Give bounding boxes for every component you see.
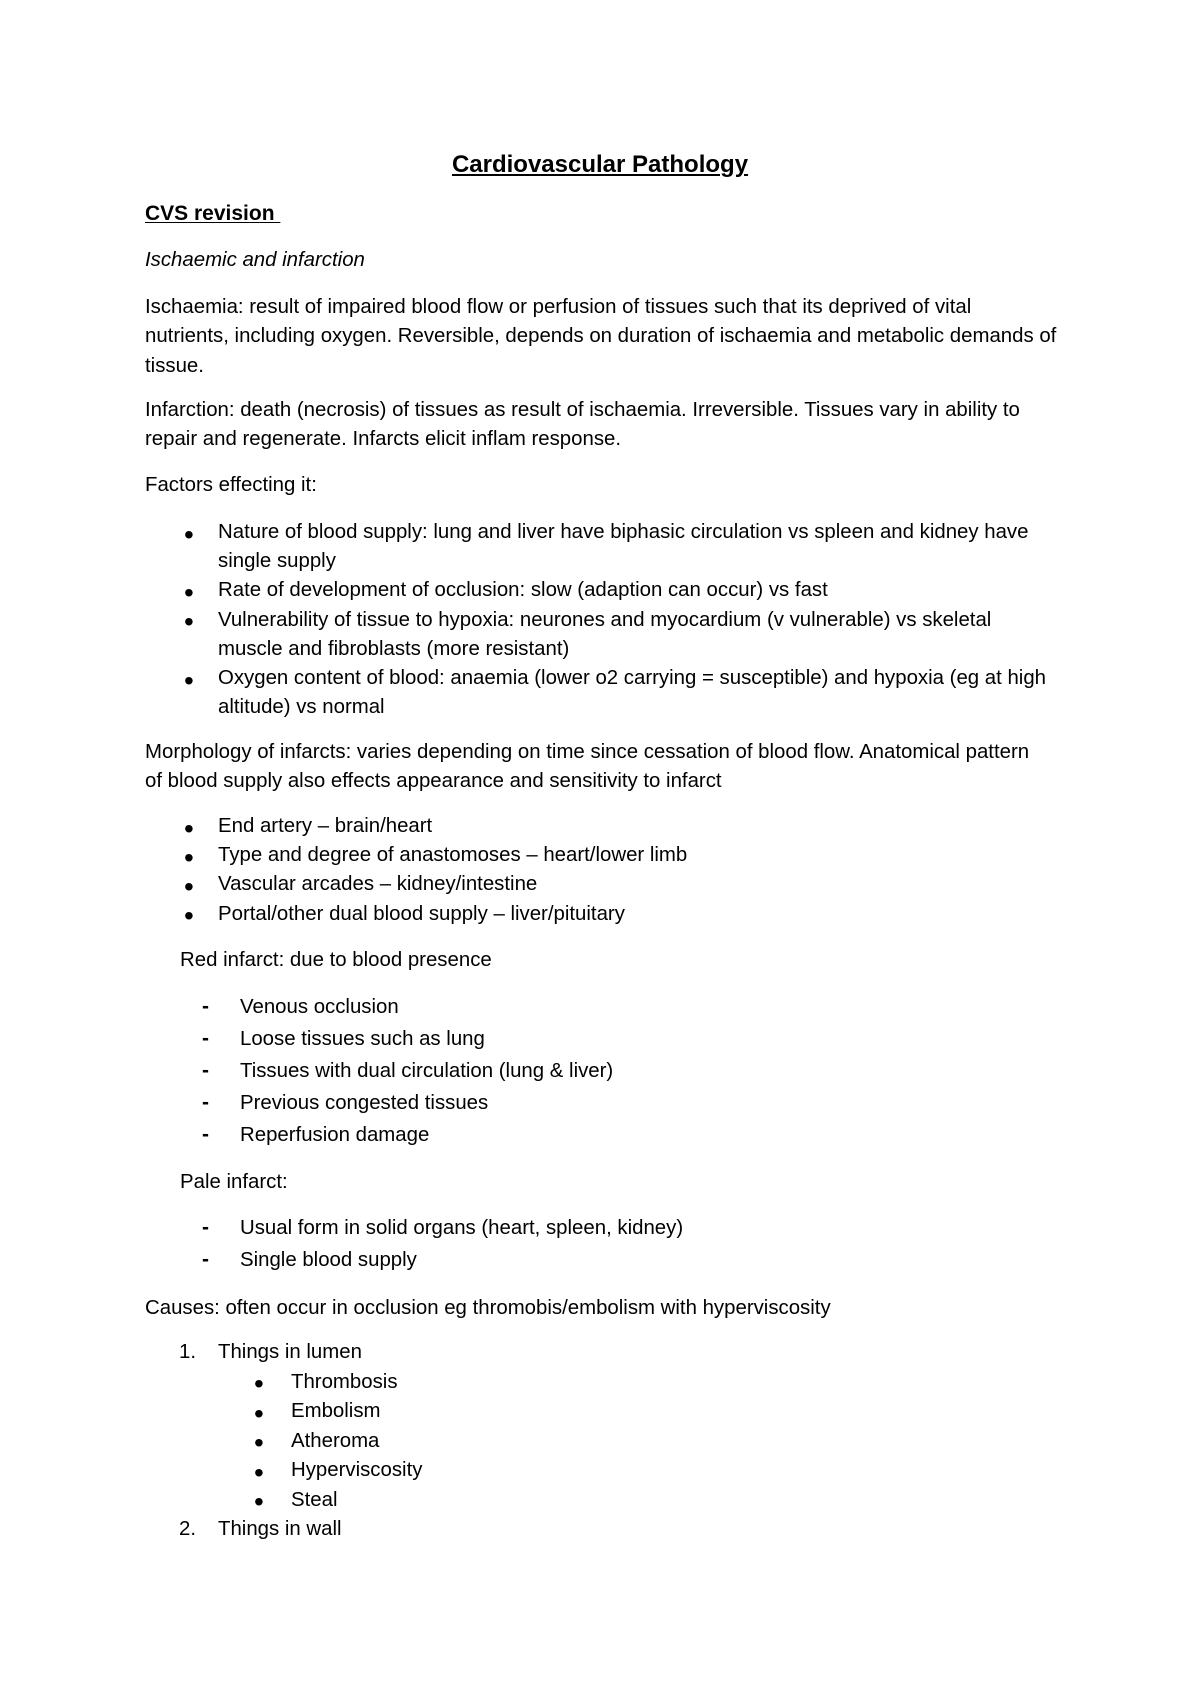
- list-item-line: Portal/other dual blood supply – liver/pituitary: [218, 902, 625, 925]
- bullet-marker: •: [184, 900, 194, 932]
- causes-intro: Causes: often occur in occlusion eg thromobis/embolism with hyperviscosity: [145, 1296, 831, 1319]
- bullet-marker: •: [254, 1456, 264, 1488]
- list-item-line: Previous congested tissues: [240, 1092, 489, 1115]
- list-item: [0, 1087, 1200, 1119]
- list-item: [0, 1212, 1200, 1244]
- bullet-marker: •: [254, 1486, 264, 1518]
- list-item-line: Nature of blood supply: lung and liver have biphasic circulation vs spleen and kidney have: [218, 521, 1029, 544]
- dash-marker: -: [202, 1091, 209, 1115]
- bullet-marker: •: [184, 518, 194, 550]
- dash-marker: -: [202, 995, 209, 1019]
- numbered-list-causes: [0, 1338, 1200, 1545]
- document-title: Cardiovascular Pathology: [451, 151, 749, 178]
- list-item-line: Usual form in solid organs (heart, spleen, kidney): [240, 1217, 684, 1240]
- bullet-list-factors: [0, 518, 1200, 722]
- list-item: [0, 1119, 1200, 1151]
- dash-list-red-infarct: [0, 991, 1200, 1151]
- paragraph-line: Morphology of infarcts: varies depending on time since cessation of blood flow. Anatomical pattern: [145, 740, 1030, 763]
- bullet-marker: •: [184, 841, 194, 873]
- list-item: [0, 841, 1200, 873]
- list-item: [0, 664, 1200, 722]
- list-item: [0, 812, 1200, 844]
- list-item: [0, 870, 1200, 902]
- list-item-line: Steal: [291, 1488, 338, 1511]
- list-item: [0, 1368, 1200, 1398]
- bullet-marker: •: [184, 664, 194, 696]
- list-item: [0, 518, 1200, 576]
- list-item-line: altitude) vs normal: [218, 696, 385, 719]
- list-item: [0, 1023, 1200, 1055]
- list-item-line: Type and degree of anastomoses – heart/lower limb: [218, 844, 688, 867]
- item-number: 2.: [179, 1518, 197, 1541]
- bullet-list-lumen: [0, 1368, 1200, 1516]
- list-item: [0, 1456, 1200, 1486]
- list-item-line: Loose tissues such as lung: [240, 1028, 485, 1051]
- paragraph-ischaemia: [0, 293, 1200, 381]
- bullet-marker: •: [184, 812, 194, 844]
- list-item-line: single supply: [218, 550, 336, 573]
- list-item-line: Embolism: [291, 1400, 381, 1423]
- item-label: Things in wall: [218, 1518, 342, 1541]
- paragraph-line: Ischaemia: result of impaired blood flow or perfusion of tissues such that its deprived of vital: [145, 296, 972, 319]
- paragraph-infarction: [0, 396, 1200, 454]
- list-item: [0, 1486, 1200, 1516]
- list-item: [0, 991, 1200, 1023]
- section-heading: CVS revision: [145, 202, 281, 225]
- bullet-marker: •: [184, 577, 194, 609]
- dash-marker: -: [202, 1216, 209, 1240]
- bullet-marker: •: [254, 1427, 264, 1459]
- list-item-line: Venous occlusion: [240, 996, 399, 1019]
- paragraph-line: of blood supply also effects appearance and sensitivity to infarct: [145, 770, 722, 793]
- list-item-line: Thrombosis: [291, 1370, 398, 1393]
- item-label: Things in lumen: [218, 1341, 362, 1364]
- dash-marker: -: [202, 1248, 209, 1272]
- list-item: [0, 1397, 1200, 1427]
- list-item-line: End artery – brain/heart: [218, 814, 433, 837]
- pale-infarct-label: Pale infarct:: [180, 1170, 288, 1193]
- list-item: [0, 576, 1200, 609]
- bullet-marker: •: [254, 1368, 264, 1400]
- list-item-line: muscle and fibroblasts (more resistant): [218, 637, 570, 660]
- list-item-line: Oxygen content of blood: anaemia (lower o2 carrying = susceptible) and hypoxia (eg at high: [218, 667, 1047, 690]
- paragraph-line: repair and regenerate. Infarcts elicit inflam response.: [145, 428, 622, 451]
- list-item-line: Hyperviscosity: [291, 1459, 423, 1482]
- numbered-item: [0, 1515, 1200, 1545]
- bullet-list-morphology: [0, 812, 1200, 932]
- list-item-line: Single blood supply: [240, 1249, 417, 1272]
- bullet-marker: •: [184, 606, 194, 638]
- subheading: Ischaemic and infarction: [145, 249, 365, 272]
- bullet-marker: •: [254, 1397, 264, 1429]
- list-item: [0, 900, 1200, 932]
- list-item: [0, 1427, 1200, 1457]
- paragraph-line: tissue.: [145, 354, 204, 377]
- dash-list-pale-infarct: [0, 1212, 1200, 1276]
- red-infarct-label: Red infarct: due to blood presence: [180, 948, 492, 971]
- list-item-line: Vascular arcades – kidney/intestine: [218, 873, 538, 896]
- list-item-line: Rate of development of occlusion: slow (adaption can occur) vs fast: [218, 579, 828, 602]
- list-item-line: Tissues with dual circulation (lung & liver): [240, 1060, 614, 1083]
- dash-marker: -: [202, 1123, 209, 1147]
- numbered-item: [0, 1338, 1200, 1518]
- list-item: [0, 606, 1200, 664]
- list-item-line: Atheroma: [291, 1429, 380, 1452]
- list-item-line: Vulnerability of tissue to hypoxia: neurones and myocardium (v vulnerable) vs skeletal: [218, 608, 992, 631]
- bullet-marker: •: [184, 870, 194, 902]
- document-body: [0, 149, 1200, 1545]
- item-number: 1.: [179, 1341, 197, 1364]
- dash-marker: -: [202, 1027, 209, 1051]
- paragraph-morphology: [0, 738, 1200, 796]
- list-item-line: Reperfusion damage: [240, 1124, 430, 1147]
- factors-intro: Factors effecting it:: [145, 474, 317, 497]
- list-item: [0, 1244, 1200, 1276]
- dash-marker: -: [202, 1059, 209, 1083]
- list-item: [0, 1055, 1200, 1087]
- paragraph-line: Infarction: death (necrosis) of tissues as result of ischaemia. Irreversible. Tissues vary in ability to: [145, 399, 1020, 422]
- paragraph-line: nutrients, including oxygen. Reversible, depends on duration of ischaemia and metabolic demands of: [145, 325, 1057, 348]
